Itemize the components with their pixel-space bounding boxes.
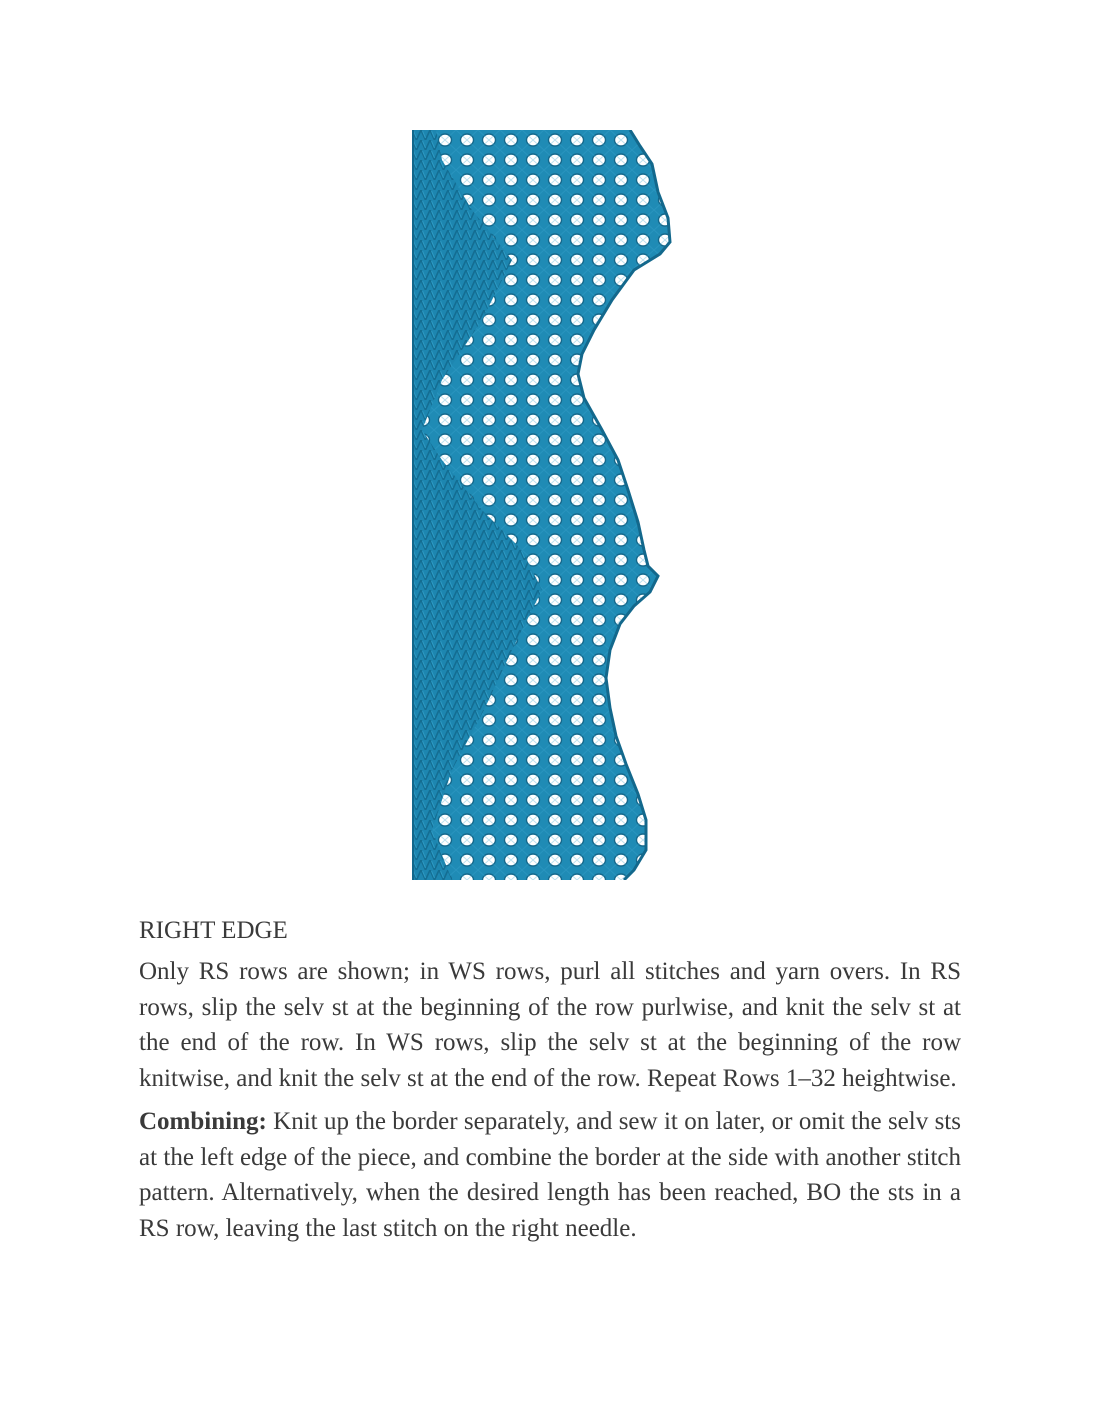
combining-paragraph	[139, 1104, 961, 1246]
knitted-swatch-photo	[412, 130, 690, 880]
combining-label: Combining:	[139, 1108, 267, 1135]
text-block	[139, 914, 961, 1254]
section-title: RIGHT EDGE	[139, 917, 288, 944]
knitted-swatch-image	[412, 130, 690, 880]
combining-text: Knit up the border separately, and sew it on later, or omit the selv sts at the left edge of the piece, and combine the border at the side with another stitch pattern. Alternatively, when the desired length has been reached, BO the sts in a RS row, leaving the last stitch on the right needle.	[139, 1108, 961, 1242]
instructions-paragraph: Only RS rows are shown; in WS rows, purl all stitches and yarn overs. In RS rows, slip the selv st at the beginning of the row purlwise, and knit the selv st at the end of the row. In WS rows, slip the selv st at the beginning of the row knitwise, and knit the selv st at the end of the row. Repeat Rows 1–32 heightwise.	[139, 958, 961, 1092]
